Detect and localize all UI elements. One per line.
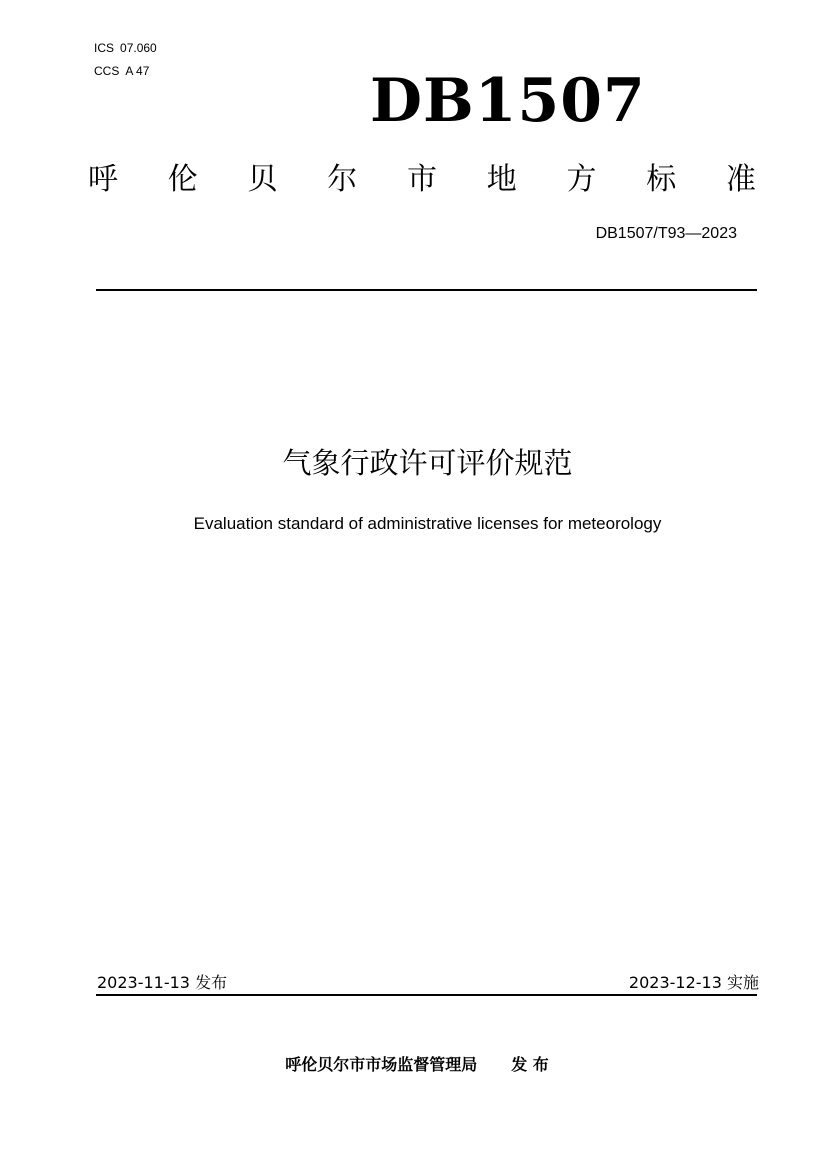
standard-type-char: 市 <box>407 162 437 197</box>
ics-classification <box>94 41 157 55</box>
publish-label: 发 布 <box>511 1055 549 1074</box>
standard-number: DB1507/T93—2023 <box>595 225 737 242</box>
top-divider <box>96 289 757 291</box>
standard-type-char: 呼 <box>88 162 118 197</box>
standard-type-heading <box>88 160 756 200</box>
standard-type-char: 地 <box>486 162 517 197</box>
standard-type-char: 准 <box>726 162 756 197</box>
implementation-date-value: 2023-12-13 <box>628 973 722 992</box>
ccs-classification <box>94 64 149 78</box>
issue-date-value: 2023-11-13 <box>97 973 190 992</box>
standard-type-char: 标 <box>646 162 677 197</box>
issue-date <box>97 972 227 994</box>
implementation-date-label: 实施 <box>726 973 759 992</box>
standard-logo: DB1507 <box>370 66 646 136</box>
issue-date-label: 发布 <box>195 973 228 992</box>
ccs-code: A 47 <box>125 64 150 78</box>
standard-type-char: 尔 <box>327 162 358 197</box>
document-title-english: Evaluation standard of administrative licenses for meteorology <box>193 514 662 533</box>
ics-label: ICS <box>94 41 115 55</box>
standard-type-char: 方 <box>566 162 597 197</box>
publisher-name: 呼伦贝尔市市场监督管理局 <box>285 1055 478 1074</box>
bottom-divider <box>96 994 757 996</box>
document-title-chinese: 气象行政许可评价规范 <box>282 446 573 480</box>
standard-type-char: 贝 <box>247 162 278 197</box>
ics-code: 07.060 <box>120 41 157 55</box>
standard-type-char: 伦 <box>167 162 198 197</box>
ccs-label: CCS <box>94 64 120 78</box>
publisher-line <box>0 1054 815 1076</box>
implementation-date <box>629 972 759 994</box>
